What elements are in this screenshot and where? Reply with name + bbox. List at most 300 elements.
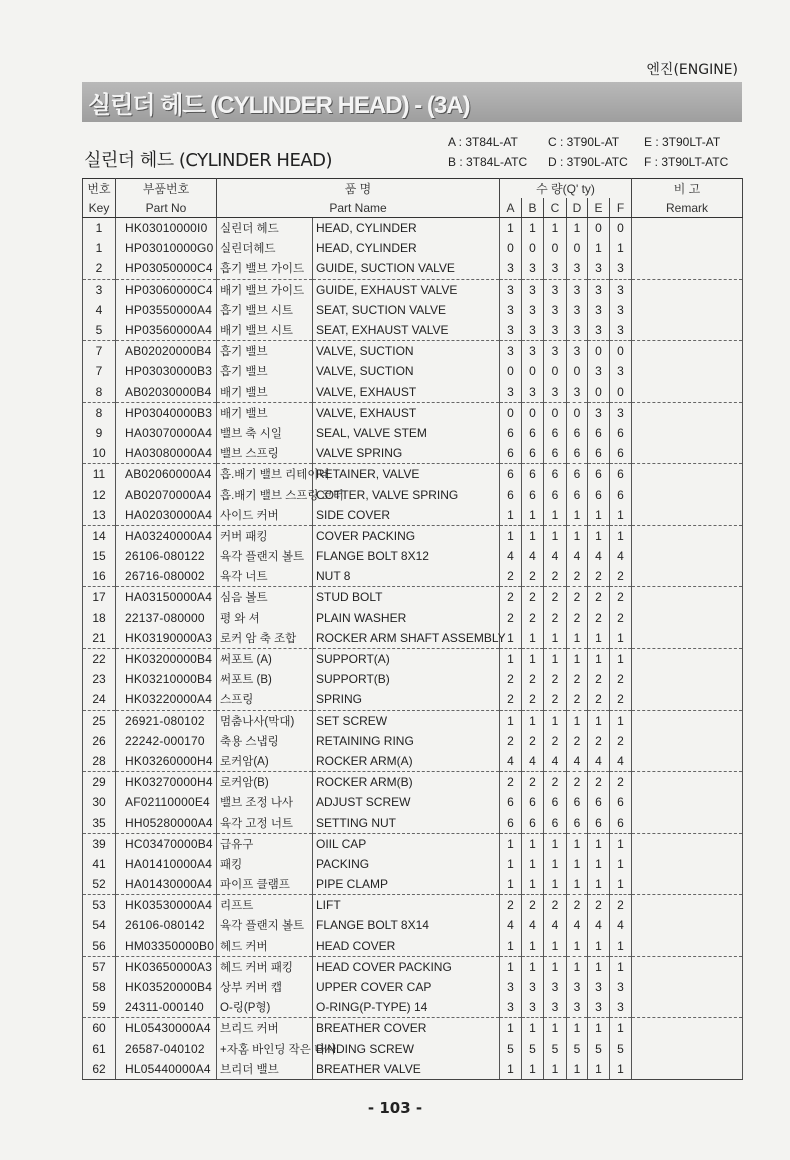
row-remark	[632, 689, 743, 710]
row-qty-b: 6	[522, 792, 544, 812]
row-qty-a: 6	[500, 812, 522, 833]
row-name-english: SEAT, SUCTION VALVE	[313, 300, 500, 320]
row-qty-f: 1	[610, 505, 632, 526]
row-qty-e: 3	[588, 258, 610, 279]
table-row	[83, 218, 743, 239]
row-qty-f: 2	[610, 772, 632, 793]
row-qty-e: 0	[588, 382, 610, 403]
row-qty-e: 4	[588, 546, 610, 566]
row-qty-c: 3	[544, 997, 567, 1018]
row-qty-a: 3	[500, 997, 522, 1018]
row-remark	[632, 1059, 743, 1080]
row-qty-b: 6	[522, 443, 544, 464]
table-row	[83, 1018, 743, 1039]
row-key: 53	[83, 895, 116, 916]
row-remark	[632, 258, 743, 279]
row-qty-c: 6	[544, 792, 567, 812]
row-qty-d: 3	[567, 997, 588, 1018]
model-legend-row	[448, 132, 742, 152]
row-part-number: HP03560000A4	[116, 320, 217, 341]
row-qty-d: 3	[567, 977, 588, 997]
row-qty-b: 4	[522, 915, 544, 935]
row-qty-b: 1	[522, 854, 544, 874]
row-qty-e: 1	[588, 525, 610, 546]
row-key: 60	[83, 1018, 116, 1039]
row-name-korean: +자홈 바인딩 작은 나사	[217, 1039, 313, 1059]
row-qty-a: 1	[500, 833, 522, 854]
row-key: 35	[83, 812, 116, 833]
row-qty-a: 6	[500, 423, 522, 443]
table-row	[83, 772, 743, 793]
row-key: 26	[83, 731, 116, 751]
row-qty-e: 3	[588, 320, 610, 341]
table-row	[83, 258, 743, 279]
row-name-english: RETAINER, VALVE	[313, 464, 500, 485]
row-remark	[632, 772, 743, 793]
row-qty-e: 0	[588, 341, 610, 362]
row-name-korean: 심음 볼트	[217, 587, 313, 608]
row-remark	[632, 915, 743, 935]
row-qty-c: 6	[544, 812, 567, 833]
row-qty-a: 2	[500, 587, 522, 608]
row-name-korean: 커버 패킹	[217, 525, 313, 546]
row-name-korean: 상부 커버 캡	[217, 977, 313, 997]
row-qty-e: 6	[588, 423, 610, 443]
row-qty-a: 2	[500, 895, 522, 916]
model-legend	[448, 132, 742, 172]
row-qty-c: 2	[544, 566, 567, 587]
row-remark	[632, 505, 743, 526]
row-name-english: STUD BOLT	[313, 587, 500, 608]
row-key: 16	[83, 566, 116, 587]
header-partname-en: Part Name	[217, 198, 500, 218]
table-row	[83, 956, 743, 977]
table-row	[83, 710, 743, 731]
row-qty-d: 6	[567, 423, 588, 443]
page-subtitle: 실린더 헤드 (CYLINDER HEAD)	[84, 150, 333, 171]
row-qty-f: 1	[610, 956, 632, 977]
table-row	[83, 320, 743, 341]
row-name-english: HEAD COVER PACKING	[313, 956, 500, 977]
row-qty-e: 3	[588, 279, 610, 300]
row-qty-d: 1	[567, 833, 588, 854]
row-qty-a: 2	[500, 689, 522, 710]
row-qty-b: 2	[522, 895, 544, 916]
row-qty-e: 4	[588, 751, 610, 772]
row-remark	[632, 341, 743, 362]
row-part-number: HA02030000A4	[116, 505, 217, 526]
table-row	[83, 587, 743, 608]
row-qty-a: 6	[500, 484, 522, 504]
row-part-number: HK03210000B4	[116, 669, 217, 689]
table-row	[83, 505, 743, 526]
row-qty-a: 4	[500, 915, 522, 935]
row-qty-e: 1	[588, 628, 610, 649]
row-part-number: HK03520000B4	[116, 977, 217, 997]
row-qty-d: 3	[567, 382, 588, 403]
row-qty-e: 5	[588, 1039, 610, 1059]
row-qty-d: 2	[567, 731, 588, 751]
row-qty-b: 2	[522, 608, 544, 628]
row-key: 61	[83, 1039, 116, 1059]
header-qty-f: F	[610, 198, 632, 218]
table-row	[83, 402, 743, 423]
row-qty-d: 1	[567, 525, 588, 546]
table-row	[83, 669, 743, 689]
model-legend-row	[448, 152, 742, 172]
row-name-english: VALVE, EXHAUST	[313, 382, 500, 403]
row-qty-b: 0	[522, 238, 544, 258]
row-qty-e: 6	[588, 812, 610, 833]
row-qty-a: 3	[500, 320, 522, 341]
header-qty-a: A	[500, 198, 522, 218]
row-part-number: HA03070000A4	[116, 423, 217, 443]
row-qty-e: 2	[588, 689, 610, 710]
row-name-korean: 배기 밸브 가이드	[217, 279, 313, 300]
row-name-korean: 써포트 (B)	[217, 669, 313, 689]
row-qty-f: 1	[610, 710, 632, 731]
row-key: 7	[83, 361, 116, 381]
table-row	[83, 936, 743, 957]
row-qty-d: 6	[567, 792, 588, 812]
row-part-number: HK03190000A3	[116, 628, 217, 649]
row-qty-c: 1	[544, 648, 567, 669]
row-qty-e: 3	[588, 300, 610, 320]
row-name-english: LIFT	[313, 895, 500, 916]
row-qty-e: 1	[588, 1059, 610, 1080]
row-qty-f: 3	[610, 997, 632, 1018]
row-qty-c: 3	[544, 382, 567, 403]
row-remark	[632, 238, 743, 258]
row-qty-f: 2	[610, 731, 632, 751]
table-row	[83, 628, 743, 649]
table-row	[83, 648, 743, 669]
header-partname-kr: 품 명	[217, 179, 500, 199]
parts-table-body	[83, 218, 743, 1080]
row-part-number: HP03010000G0	[116, 238, 217, 258]
row-qty-e: 6	[588, 792, 610, 812]
row-name-english: GUIDE, EXHAUST VALVE	[313, 279, 500, 300]
row-name-english: VALVE, SUCTION	[313, 341, 500, 362]
row-qty-e: 6	[588, 464, 610, 485]
row-remark	[632, 566, 743, 587]
model-e: E : 3T90LT-AT	[644, 135, 721, 149]
row-name-korean: 밸브 스프링	[217, 443, 313, 464]
row-qty-e: 1	[588, 1018, 610, 1039]
row-qty-c: 3	[544, 977, 567, 997]
header-partno-en: Part No	[116, 198, 217, 218]
row-qty-c: 6	[544, 484, 567, 504]
row-qty-d: 2	[567, 566, 588, 587]
row-key: 59	[83, 997, 116, 1018]
row-part-number: 22137-080000	[116, 608, 217, 628]
row-qty-d: 0	[567, 361, 588, 381]
row-key: 22	[83, 648, 116, 669]
row-key: 30	[83, 792, 116, 812]
row-part-number: 26106-080122	[116, 546, 217, 566]
row-qty-c: 2	[544, 608, 567, 628]
row-name-korean: 배기 밸브	[217, 402, 313, 423]
row-key: 13	[83, 505, 116, 526]
row-key: 25	[83, 710, 116, 731]
row-qty-d: 1	[567, 854, 588, 874]
row-qty-c: 1	[544, 505, 567, 526]
row-remark	[632, 812, 743, 833]
row-part-number: 26587-040102	[116, 1039, 217, 1059]
row-part-number: HA03080000A4	[116, 443, 217, 464]
header-remark-kr: 비 고	[632, 179, 743, 199]
row-remark	[632, 936, 743, 957]
row-qty-a: 1	[500, 854, 522, 874]
row-qty-c: 1	[544, 628, 567, 649]
row-key: 52	[83, 874, 116, 895]
header-partno-kr: 부품번호	[116, 179, 217, 199]
row-key: 54	[83, 915, 116, 935]
row-qty-e: 1	[588, 854, 610, 874]
row-part-number: 26106-080142	[116, 915, 217, 935]
row-qty-d: 4	[567, 546, 588, 566]
row-key: 18	[83, 608, 116, 628]
table-row	[83, 731, 743, 751]
row-name-korean: 멈춤나사(막대)	[217, 710, 313, 731]
row-name-korean: 흡.배기 밸브 리테이너	[217, 464, 313, 485]
row-name-english: VALVE SPRING	[313, 443, 500, 464]
row-qty-a: 2	[500, 566, 522, 587]
row-name-korean: 써포트 (A)	[217, 648, 313, 669]
row-key: 58	[83, 977, 116, 997]
row-qty-e: 6	[588, 484, 610, 504]
row-remark	[632, 977, 743, 997]
row-qty-d: 2	[567, 772, 588, 793]
row-name-korean: 헤드 커버	[217, 936, 313, 957]
row-qty-f: 4	[610, 546, 632, 566]
row-part-number: HC03470000B4	[116, 833, 217, 854]
row-name-english: VALVE, SUCTION	[313, 361, 500, 381]
row-qty-c: 3	[544, 258, 567, 279]
row-name-korean: 헤드 커버 패킹	[217, 956, 313, 977]
row-name-english: SUPPORT(B)	[313, 669, 500, 689]
row-qty-c: 1	[544, 1018, 567, 1039]
row-remark	[632, 751, 743, 772]
table-row	[83, 1059, 743, 1080]
row-part-number: 22242-000170	[116, 731, 217, 751]
row-key: 28	[83, 751, 116, 772]
table-row	[83, 792, 743, 812]
row-qty-c: 6	[544, 423, 567, 443]
row-key: 11	[83, 464, 116, 485]
row-name-english: PLAIN WASHER	[313, 608, 500, 628]
row-qty-b: 1	[522, 833, 544, 854]
row-qty-f: 3	[610, 977, 632, 997]
row-remark	[632, 731, 743, 751]
row-name-english: ROCKER ARM(A)	[313, 751, 500, 772]
row-qty-b: 2	[522, 669, 544, 689]
model-f: F : 3T90LT-ATC	[644, 155, 729, 169]
row-qty-d: 1	[567, 936, 588, 957]
row-qty-b: 0	[522, 402, 544, 423]
row-qty-a: 2	[500, 608, 522, 628]
row-key: 2	[83, 258, 116, 279]
row-name-english: HEAD, CYLINDER	[313, 238, 500, 258]
row-key: 1	[83, 218, 116, 239]
row-qty-a: 0	[500, 238, 522, 258]
table-row	[83, 895, 743, 916]
header-qty-d: D	[567, 198, 588, 218]
row-qty-a: 1	[500, 956, 522, 977]
row-qty-f: 2	[610, 895, 632, 916]
row-qty-d: 5	[567, 1039, 588, 1059]
row-qty-c: 1	[544, 936, 567, 957]
row-key: 8	[83, 382, 116, 403]
row-qty-e: 6	[588, 443, 610, 464]
row-qty-d: 1	[567, 874, 588, 895]
row-qty-a: 2	[500, 731, 522, 751]
row-part-number: HK03260000H4	[116, 751, 217, 772]
row-qty-b: 1	[522, 628, 544, 649]
row-qty-b: 3	[522, 300, 544, 320]
model-b: B : 3T84L-ATC	[448, 155, 528, 169]
row-name-korean: 스프링	[217, 689, 313, 710]
row-qty-f: 3	[610, 402, 632, 423]
row-qty-b: 1	[522, 1018, 544, 1039]
row-qty-d: 1	[567, 1059, 588, 1080]
row-qty-b: 2	[522, 689, 544, 710]
row-qty-f: 4	[610, 751, 632, 772]
row-remark	[632, 833, 743, 854]
row-qty-d: 0	[567, 402, 588, 423]
row-name-korean: 육각 플랜지 볼트	[217, 546, 313, 566]
row-qty-b: 3	[522, 341, 544, 362]
row-qty-e: 2	[588, 587, 610, 608]
row-name-english: HEAD COVER	[313, 936, 500, 957]
row-qty-d: 4	[567, 751, 588, 772]
row-qty-d: 6	[567, 464, 588, 485]
table-row	[83, 484, 743, 504]
row-remark	[632, 874, 743, 895]
row-qty-d: 3	[567, 341, 588, 362]
row-name-english: BREATHER COVER	[313, 1018, 500, 1039]
row-qty-c: 0	[544, 402, 567, 423]
title-banner	[82, 82, 742, 122]
row-qty-a: 0	[500, 361, 522, 381]
row-qty-c: 2	[544, 895, 567, 916]
row-name-english: OIIL CAP	[313, 833, 500, 854]
row-qty-a: 6	[500, 792, 522, 812]
table-row	[83, 546, 743, 566]
row-qty-e: 1	[588, 956, 610, 977]
row-qty-f: 1	[610, 854, 632, 874]
row-name-english: UPPER COVER CAP	[313, 977, 500, 997]
row-qty-d: 2	[567, 895, 588, 916]
row-remark	[632, 361, 743, 381]
row-qty-a: 1	[500, 505, 522, 526]
row-part-number: HA03240000A4	[116, 525, 217, 546]
row-qty-b: 3	[522, 258, 544, 279]
row-key: 17	[83, 587, 116, 608]
row-name-korean: 밸브 축 시일	[217, 423, 313, 443]
table-row	[83, 341, 743, 362]
row-name-korean: 흡기 밸브 시트	[217, 300, 313, 320]
row-name-korean: 브리더 밸브	[217, 1059, 313, 1080]
row-name-korean: 실린더 헤드	[217, 218, 313, 239]
row-key: 41	[83, 854, 116, 874]
row-key: 8	[83, 402, 116, 423]
row-qty-c: 2	[544, 669, 567, 689]
row-part-number: HK03530000A4	[116, 895, 217, 916]
row-qty-e: 1	[588, 874, 610, 895]
row-qty-c: 2	[544, 731, 567, 751]
row-qty-c: 4	[544, 751, 567, 772]
row-remark	[632, 628, 743, 649]
row-qty-a: 3	[500, 977, 522, 997]
row-qty-b: 4	[522, 546, 544, 566]
row-remark	[632, 402, 743, 423]
table-row	[83, 443, 743, 464]
row-qty-c: 0	[544, 238, 567, 258]
row-qty-e: 1	[588, 648, 610, 669]
header-key-kr: 번호	[83, 179, 116, 199]
row-qty-e: 2	[588, 772, 610, 793]
row-qty-b: 2	[522, 566, 544, 587]
row-part-number: HH05280000A4	[116, 812, 217, 833]
row-qty-f: 6	[610, 792, 632, 812]
row-key: 12	[83, 484, 116, 504]
row-qty-f: 1	[610, 525, 632, 546]
row-name-english: BREATHER VALVE	[313, 1059, 500, 1080]
row-remark	[632, 669, 743, 689]
row-part-number: HP03030000B3	[116, 361, 217, 381]
row-qty-f: 0	[610, 341, 632, 362]
row-qty-f: 4	[610, 915, 632, 935]
row-qty-d: 2	[567, 689, 588, 710]
row-qty-d: 6	[567, 484, 588, 504]
row-qty-f: 0	[610, 382, 632, 403]
row-part-number: HP03550000A4	[116, 300, 217, 320]
row-remark	[632, 648, 743, 669]
row-key: 1	[83, 238, 116, 258]
row-qty-f: 3	[610, 361, 632, 381]
row-name-english: BINDING SCREW	[313, 1039, 500, 1059]
row-qty-b: 1	[522, 218, 544, 239]
row-part-number: HP03050000C4	[116, 258, 217, 279]
row-qty-e: 3	[588, 402, 610, 423]
row-name-english: NUT 8	[313, 566, 500, 587]
row-qty-a: 4	[500, 751, 522, 772]
row-part-number: HA03150000A4	[116, 587, 217, 608]
row-name-korean: 리프트	[217, 895, 313, 916]
row-part-number: 26716-080002	[116, 566, 217, 587]
row-part-number: AB02030000B4	[116, 382, 217, 403]
row-remark	[632, 608, 743, 628]
row-part-number: AB02070000A4	[116, 484, 217, 504]
row-qty-d: 3	[567, 300, 588, 320]
row-key: 14	[83, 525, 116, 546]
row-part-number: AF02110000E4	[116, 792, 217, 812]
row-qty-b: 1	[522, 1059, 544, 1080]
row-key: 62	[83, 1059, 116, 1080]
model-c: C : 3T90L-AT	[548, 135, 620, 149]
row-qty-b: 1	[522, 936, 544, 957]
row-qty-e: 3	[588, 977, 610, 997]
row-key: 56	[83, 936, 116, 957]
row-name-english: SEAL, VALVE STEM	[313, 423, 500, 443]
row-qty-a: 1	[500, 936, 522, 957]
row-qty-c: 3	[544, 279, 567, 300]
row-name-english: FLANGE BOLT 8X14	[313, 915, 500, 935]
row-name-english: HEAD, CYLINDER	[313, 218, 500, 239]
table-row	[83, 382, 743, 403]
row-qty-d: 4	[567, 915, 588, 935]
